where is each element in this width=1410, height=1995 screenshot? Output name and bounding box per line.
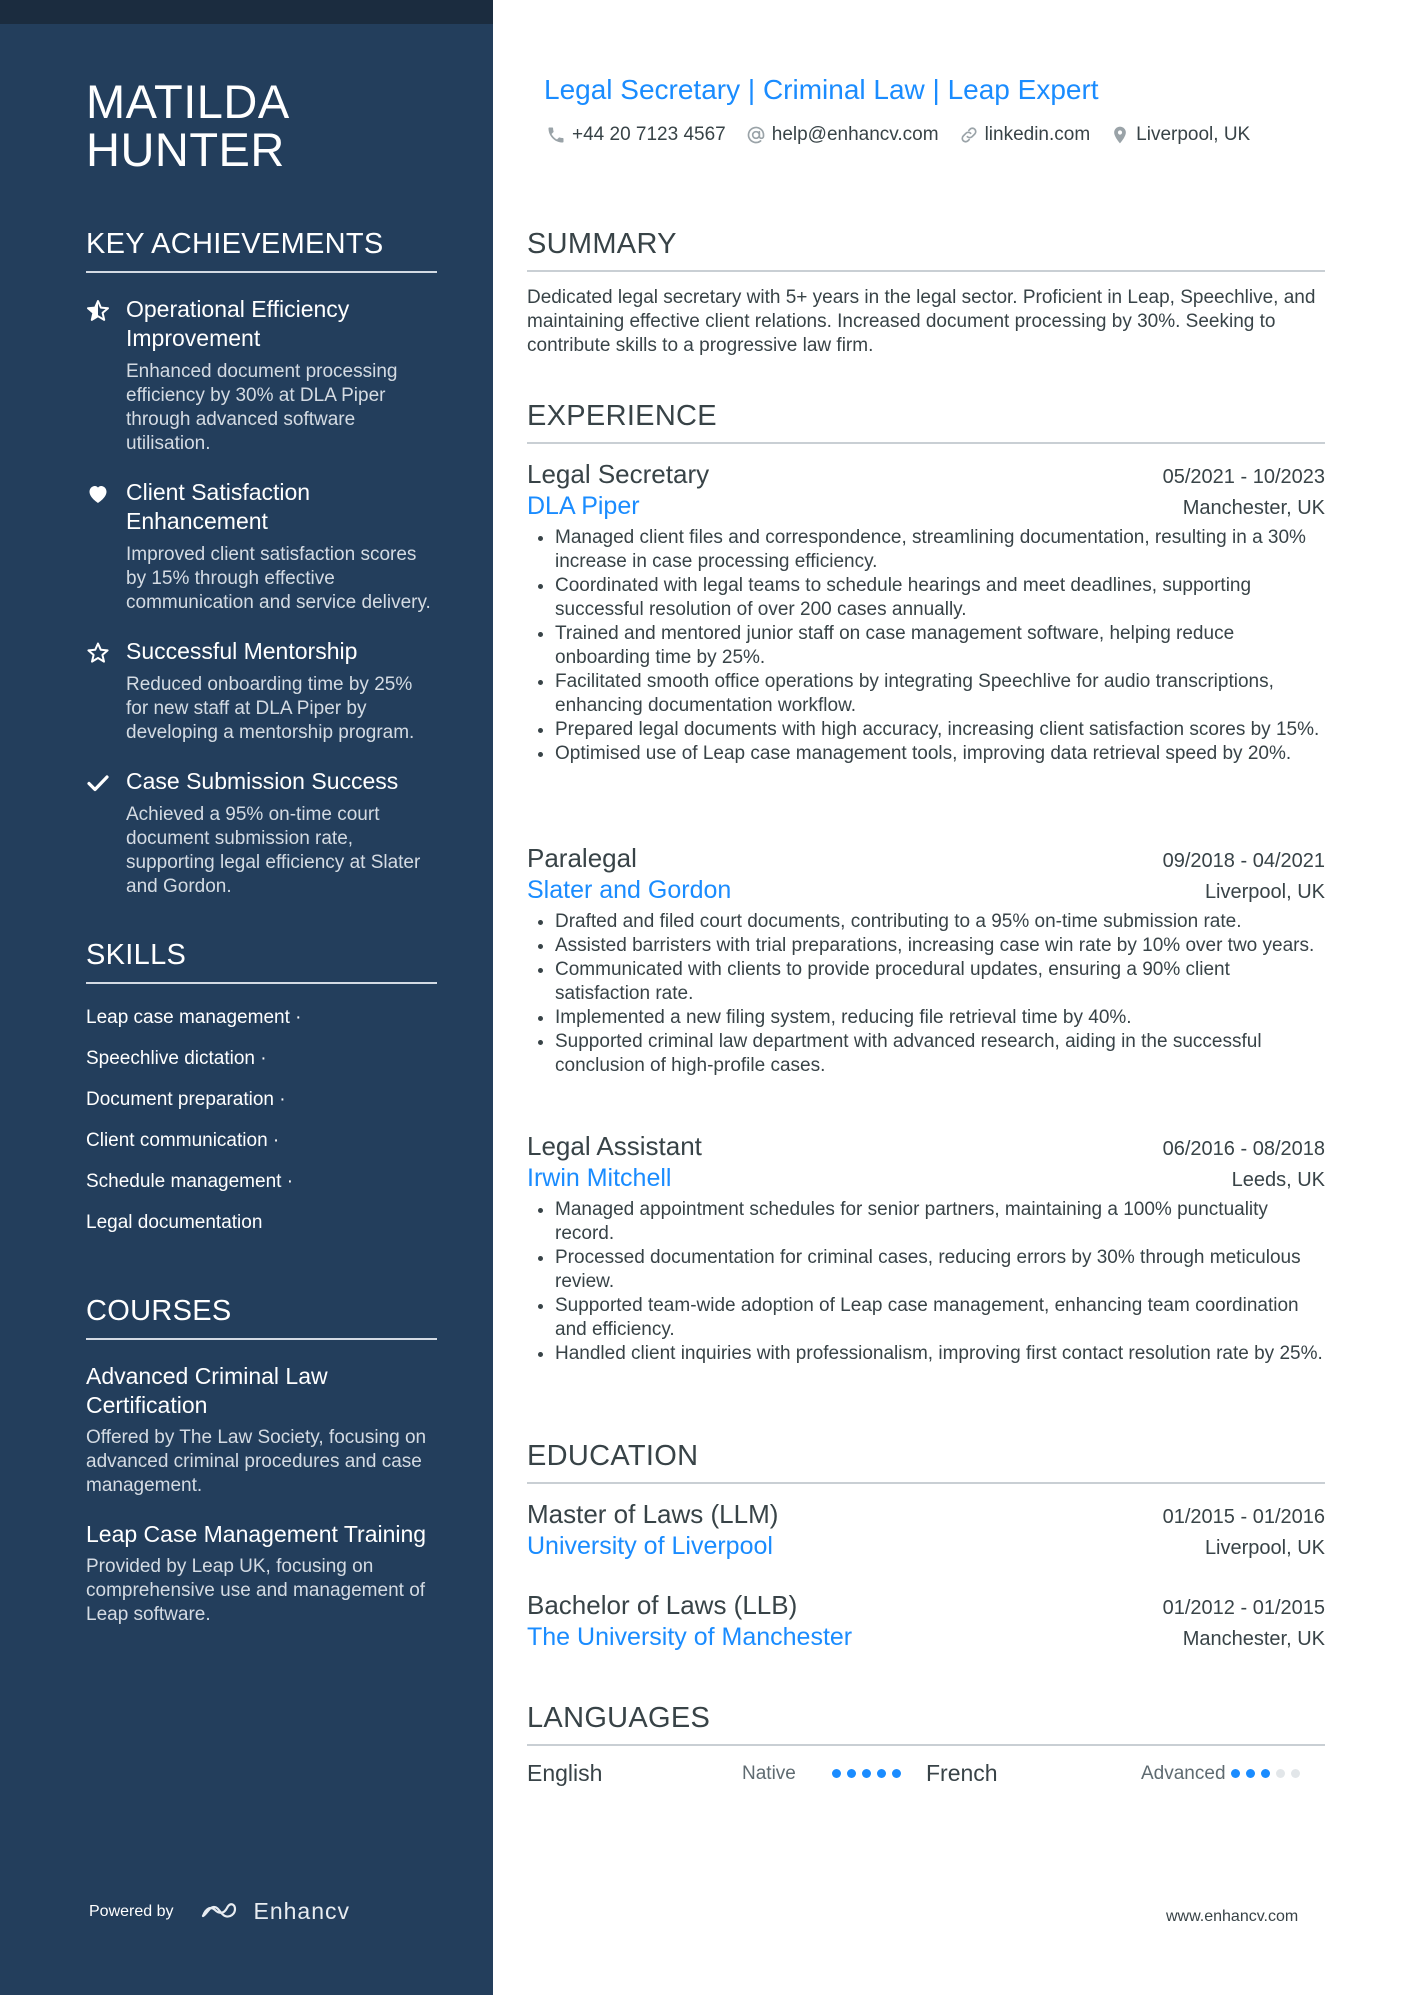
company-name: Slater and Gordon [527, 876, 732, 904]
edu-location: Liverpool, UK [1204, 1537, 1325, 1559]
education-heading: EDUCATION [527, 1440, 1325, 1484]
achievement-title: Successful Mentorship [126, 638, 358, 664]
achievement-item [86, 637, 437, 745]
edu-location: Manchester, UK [1182, 1628, 1325, 1650]
language-name: English [527, 1760, 603, 1786]
achievement-title: Client Satisfaction Enhancement [126, 479, 311, 534]
skills-list [86, 1006, 437, 1235]
job-location: Leeds, UK [1231, 1169, 1325, 1191]
skills-heading: SKILLS [86, 939, 437, 984]
rating-dot-filled [1261, 1769, 1270, 1778]
achievements-list [86, 295, 437, 899]
achievement-desc: Enhanced document processing efficiency by 30% at DLA Piper through advanced software utilisation. [126, 361, 398, 454]
job-bullets [527, 526, 1325, 766]
job-bullet: • Facilitated smooth office operations by integrating Speechlive for audio transcriptions, enhancing documentation workflow. [555, 670, 1325, 718]
contact-bar [546, 124, 1270, 146]
link-icon [959, 125, 979, 145]
rating-dot-filled [1231, 1769, 1240, 1778]
course-desc: Offered by The Law Society, focusing on advanced criminal procedures and case management. [86, 1427, 427, 1496]
job-dates: 05/2021 - 10/2023 [1162, 466, 1325, 488]
job-bullet: • Optimised use of Leap case management tools, improving data retrieval speed by 20%. [555, 742, 1325, 766]
language-level: Native [742, 1762, 796, 1784]
rating-dot-filled [1246, 1769, 1255, 1778]
achievement-item [86, 767, 437, 899]
school-name: University of Liverpool [527, 1532, 773, 1560]
at-icon [746, 125, 766, 145]
rating-dot-filled [892, 1769, 901, 1778]
rating-dot-filled [847, 1769, 856, 1778]
rating-dot-filled [877, 1769, 886, 1778]
job-dates: 06/2016 - 08/2018 [1162, 1138, 1325, 1160]
job-bullet: • Trained and mentored junior staff on case management software, helping reduce onboarding time by 25%. [555, 622, 1325, 670]
summary-text: Dedicated legal secretary with 5+ years in the legal sector. Proficient in Leap, Speechlive, and maintaining effective client relations. Increased document processing by 30%. Seeking to contribute skills to a progressive law firm. [527, 287, 1316, 356]
experience-entry [527, 842, 1325, 1078]
contact-text: Liverpool, UK [1136, 124, 1251, 145]
job-bullet: • Coordinated with legal teams to schedule hearings and meet deadlines, supporting successful resolution of over 200 cases annually. [555, 574, 1325, 622]
languages-list [527, 1760, 1325, 1787]
job-bullet: • Supported criminal law department with advanced research, aiding in the successful conclusion of high-profile cases. [555, 1030, 1325, 1078]
achievement-desc: Reduced onboarding time by 25% for new staff at DLA Piper by developing a mentorship program. [126, 674, 415, 743]
first-name: MATILDA [86, 75, 290, 128]
contact-text: linkedin.com [984, 124, 1091, 145]
education-entry [527, 1498, 1325, 1562]
course-desc: Provided by Leap UK, focusing on comprehensive use and management of Leap software. [86, 1556, 426, 1625]
job-dates: 09/2018 - 04/2021 [1162, 850, 1325, 872]
achievement-title: Operational Efficiency Improvement [126, 296, 350, 351]
languages-heading: LANGUAGES [527, 1702, 1325, 1746]
achievement-desc: Improved client satisfaction scores by 15% through effective communication and service delivery. [126, 544, 431, 613]
language-rating [1231, 1769, 1306, 1778]
job-bullet: • Managed appointment schedules for senior partners, maintaining a 100% punctuality record. [555, 1198, 1325, 1246]
last-name: HUNTER [86, 123, 285, 176]
location-pin-icon [1110, 125, 1130, 145]
phone-icon [546, 125, 566, 145]
degree: Master of Laws (LLM) [527, 1499, 779, 1529]
company-name: Irwin Mitchell [527, 1164, 672, 1192]
language-name: French [926, 1760, 998, 1786]
job-bullet: • Communicated with clients to provide procedural updates, ensuring a 90% client satisfaction rate. [555, 958, 1325, 1006]
heart-icon [86, 478, 126, 615]
rating-dot-filled [862, 1769, 871, 1778]
achievement-item [86, 478, 437, 615]
contact-location [1110, 124, 1250, 146]
skill-item: Speechlive dictation · [86, 1048, 267, 1069]
contact-email[interactable] [746, 124, 939, 146]
rating-dot-empty [1291, 1769, 1300, 1778]
achievement-desc: Achieved a 95% on-time court document submission rate, supporting legal efficiency at Slater and Gordon. [126, 804, 421, 897]
job-title: Legal Secretary [527, 459, 710, 489]
job-bullet: • Assisted barristers with trial preparations, increasing case win rate by 10% over two years. [555, 934, 1325, 958]
job-title: Paralegal [527, 843, 637, 873]
enhancv-logo-icon [200, 1900, 246, 1924]
skill-item: Schedule management · [86, 1171, 294, 1192]
job-bullet: • Supported team-wide adoption of Leap case management, enhancing team coordination and efficiency. [555, 1294, 1325, 1342]
course-item [86, 1362, 437, 1498]
job-bullets [527, 1198, 1325, 1366]
skill-item: Leap case management · [86, 1007, 302, 1028]
course-item [86, 1520, 437, 1627]
job-bullet: • Prepared legal documents with high accuracy, increasing client satisfaction scores by 15%. [555, 718, 1325, 742]
job-location: Manchester, UK [1182, 497, 1325, 519]
degree: Bachelor of Laws (LLB) [527, 1590, 798, 1620]
language-item [527, 1760, 926, 1787]
job-location: Liverpool, UK [1204, 881, 1325, 903]
achievement-title: Case Submission Success [126, 768, 399, 794]
skill-item: Client communication · [86, 1130, 280, 1151]
course-title: Advanced Criminal Law Certification [86, 1363, 328, 1418]
job-bullet: • Managed client files and correspondence, streamlining documentation, resulting in a 30% increase in case processing efficiency. [555, 526, 1325, 574]
powered-by [89, 1898, 350, 1925]
job-bullets [527, 910, 1325, 1078]
summary-heading: SUMMARY [527, 228, 1325, 272]
sidebar [0, 0, 493, 1995]
enhancv-logo-text: Enhancv [253, 1898, 351, 1924]
job-bullet: • Processed documentation for criminal cases, reducing errors by 30% through meticulous review. [555, 1246, 1325, 1294]
job-title: Legal Assistant [527, 1131, 702, 1161]
headline: Legal Secretary | Criminal Law | Leap Expert [544, 74, 1099, 105]
experience-entry [527, 458, 1325, 766]
skill-item: Legal documentation [86, 1212, 263, 1233]
school-name: The University of Manchester [527, 1623, 853, 1651]
candidate-name [86, 75, 437, 176]
language-rating [832, 1769, 907, 1778]
skill-item: Document preparation · [86, 1089, 286, 1110]
contact-phone[interactable] [546, 124, 726, 146]
job-bullet: • Handled client inquiries with professionalism, improving first contact resolution rate by 25%. [555, 1342, 1325, 1366]
powered-by-label: Powered by [89, 1902, 174, 1920]
contact-linkedin[interactable] [959, 124, 1091, 146]
company-name: DLA Piper [527, 492, 640, 520]
checkmark-icon [86, 767, 126, 899]
achievements-heading: KEY ACHIEVEMENTS [86, 228, 437, 273]
rating-dot-empty [1276, 1769, 1285, 1778]
edu-dates: 01/2015 - 01/2016 [1162, 1506, 1325, 1528]
job-bullet: • Implemented a new filing system, reducing file retrieval time by 40%. [555, 1006, 1325, 1030]
contact-text: +44 20 7123 4567 [572, 124, 726, 145]
footer-url[interactable]: www.enhancv.com [1166, 1908, 1299, 1925]
experience-heading: EXPERIENCE [527, 400, 1325, 444]
education-entry [527, 1589, 1325, 1653]
star-half-icon [86, 295, 126, 456]
job-bullet: • Drafted and filed court documents, contributing to a 95% on-time submission rate. [555, 910, 1325, 934]
edu-dates: 01/2012 - 01/2015 [1162, 1597, 1325, 1619]
courses-heading: COURSES [86, 1295, 437, 1340]
sidebar-top-band [0, 0, 493, 24]
contact-text: help@enhancv.com [771, 124, 939, 145]
achievement-item [86, 295, 437, 456]
language-level: Advanced [1141, 1762, 1226, 1784]
course-title: Leap Case Management Training [86, 1521, 427, 1547]
language-item [926, 1760, 1325, 1787]
rating-dot-filled [832, 1769, 841, 1778]
experience-entry [527, 1130, 1325, 1366]
star-outline-icon [86, 637, 126, 745]
